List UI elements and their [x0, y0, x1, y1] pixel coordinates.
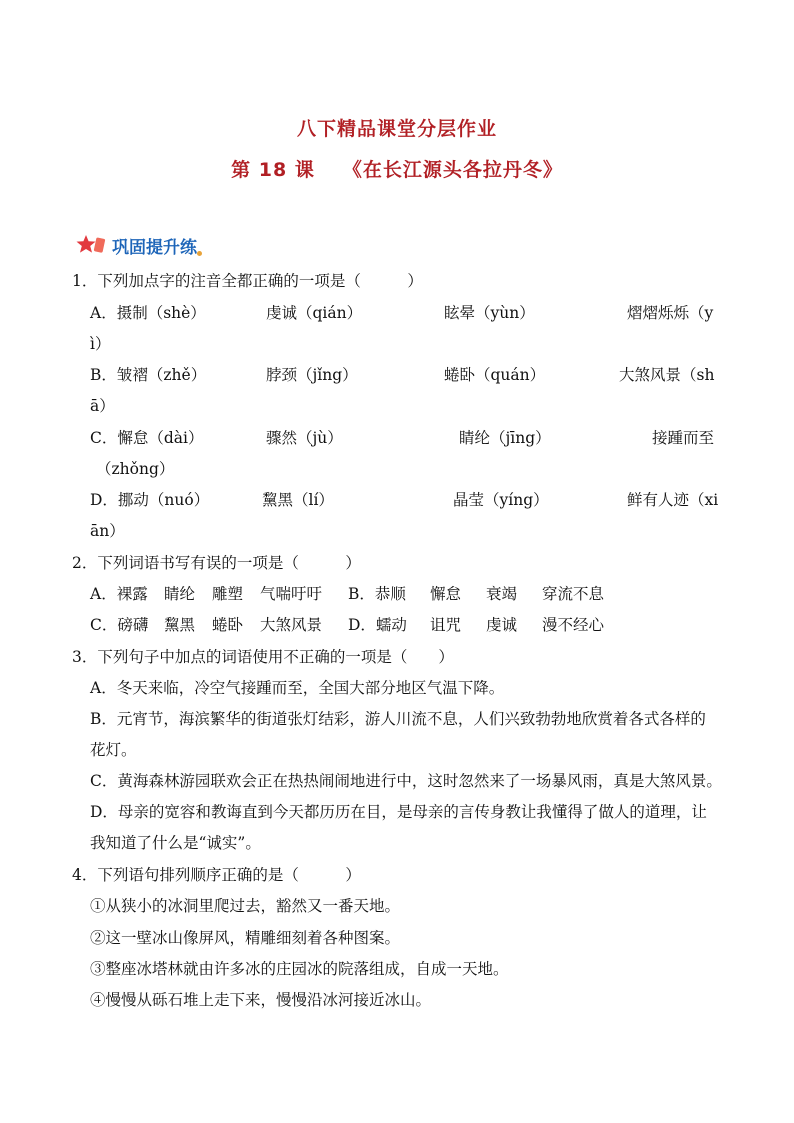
question-2-stem: 2．下列词语书写有误的一项是（ ）: [72, 554, 361, 572]
lesson-name: 《在长江源头各拉丹冬》: [342, 159, 563, 181]
q2-r2-w7: 虔诚: [486, 616, 518, 634]
q2-r1-w8: 穿流不息: [542, 585, 605, 603]
q2-r1-w4: 气喘吁吁: [260, 585, 323, 603]
question-1-stem: 1．下列加点字的注音全都正确的一项是（ ）: [72, 272, 423, 290]
q2-r1-w7: 衰竭: [486, 585, 518, 603]
q1-d-wrap: ān）: [90, 522, 125, 540]
q3-option-a: A．冬天来临，冷空气接踵而至，全国大部分地区气温下降。: [90, 679, 505, 697]
q2-r2-w4: 大煞风景: [260, 616, 323, 634]
q2-r1-w1: A．裸露: [90, 585, 148, 603]
q3-option-b: B．元宵节，海滨繁华的街道张灯结彩，游人川流不息，人们兴致勃勃地欣赏着各式各样的: [90, 710, 706, 728]
lesson-title: [0, 155, 794, 182]
q1-c-item-1: C．懈怠（dài）: [90, 429, 204, 447]
page-title: 八下精品课堂分层作业: [296, 118, 497, 140]
q1-b-wrap: ā）: [90, 397, 115, 415]
q1-c-wrap: （zhǒng）: [96, 460, 175, 478]
q1-a-item-1: A．摄制（shè）: [90, 304, 206, 322]
q1-c-item-3: 睛纶（jīng）: [459, 429, 551, 447]
q1-d-item-2: 黧黑（lí）: [262, 491, 334, 509]
q2-r1-w5: B．恭顺: [348, 585, 406, 603]
q2-r1-w6: 懈怠: [430, 585, 462, 603]
q1-d-item-4: 鲜有人迹（xi: [627, 491, 719, 509]
q1-b-item-1: B．皱褶（zhě）: [90, 366, 207, 384]
q1-c-item-2: 骤然（jù）: [266, 429, 343, 447]
q2-r1-w3: 雕塑: [212, 585, 244, 603]
q1-b-item-2: 脖颈（jǐng）: [266, 366, 358, 384]
q2-r2-w5: D．蠕动: [348, 616, 407, 634]
q2-r2-w2: 黧黑: [164, 616, 196, 634]
question-4-stem: 4．下列语句排列顺序正确的是（ ）: [72, 866, 361, 884]
q4-sentence-1: ①从狭小的冰洞里爬过去，豁然又一番天地。: [90, 897, 401, 915]
q3-option-b-wrap: 花灯。: [90, 741, 137, 759]
q3-option-d-wrap: 我知道了什么是“诚实”。: [90, 834, 261, 852]
q1-a-item-2: 虔诚（qián）: [266, 304, 363, 322]
q1-a-item-3: 眩晕（yùn）: [444, 304, 535, 322]
question-3-stem: 3．下列句子中加点的词语使用不正确的一项是（ ）: [72, 648, 454, 666]
lesson-number: 第 18 课: [231, 159, 315, 181]
q1-b-item-3: 蜷卧（quán）: [444, 366, 546, 384]
q2-r2-w3: 蜷卧: [212, 616, 244, 634]
q4-sentence-3: ③整座冰塔林就由许多冰的庄园冰的院落组成，自成一天地。: [90, 960, 509, 978]
q3-option-c: C．黄海森林游园联欢会正在热热闹闹地进行中，这时忽然来了一场暴风雨，真是大煞风景。: [90, 772, 722, 790]
star-badge-icon: [76, 234, 106, 256]
q1-d-item-1: D．挪动（nuó）: [90, 491, 210, 509]
q1-c-item-4: 接踵而至: [652, 429, 715, 447]
q4-sentence-4: ④慢慢从砾石堆上走下来，慢慢沿冰河接近冰山。: [90, 991, 432, 1009]
q1-a-item-4: 熠熠烁烁（y: [627, 304, 714, 322]
q1-b-item-4: 大煞风景（sh: [619, 366, 715, 384]
q4-sentence-2: ②这一壁冰山像屏风，精雕细刻着各种图案。: [90, 929, 401, 947]
q2-r2-w6: 诅咒: [430, 616, 462, 634]
q3-option-d: D．母亲的宽容和教诲直到今天都历历在目，是母亲的言传身教让我懂得了做人的道理，让: [90, 803, 707, 821]
q2-r1-w2: 睛纶: [164, 585, 196, 603]
q1-d-item-3: 晶莹（yíng）: [453, 491, 549, 509]
q2-r2-w1: C．磅礴: [90, 616, 149, 634]
q2-r2-w8: 漫不经心: [542, 616, 605, 634]
section-label: 巩固提升练: [112, 233, 197, 258]
q1-a-wrap: ì）: [90, 335, 111, 353]
